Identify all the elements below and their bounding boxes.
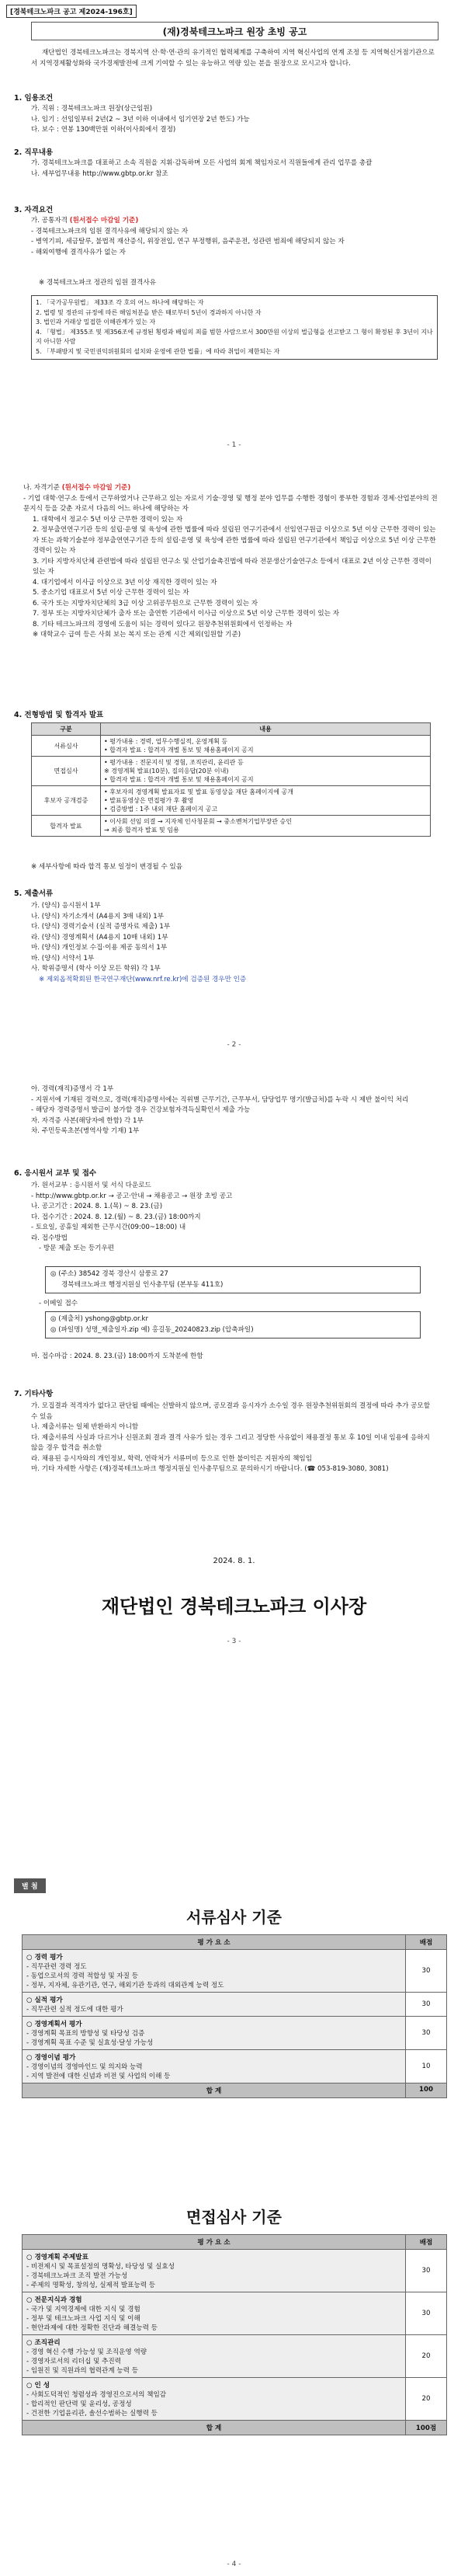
deadline-line: 마. 접수마감 : 2024. 8. 23.(금) 18:00까지 도착분에 한함 (31, 1352, 203, 1360)
notice-number: [경북테크노파크 공고 제2024-196호] (6, 5, 137, 18)
criteria-cell (23, 1993, 406, 2017)
table-row (32, 816, 431, 837)
content-cell (101, 757, 431, 786)
criteria-line: - 경북테크노파크 조직 발전 가능성 (26, 2272, 128, 2280)
selection-table (31, 722, 431, 837)
document-review-title: 서류심사 기준 (186, 1908, 282, 1927)
points-cell: 30 (406, 2292, 447, 2335)
table-row (23, 2421, 447, 2435)
list-item: 자. 자격증 사본(해당자에 한함) 각 1부 (31, 1116, 144, 1125)
list-item: 6. 국가 또는 지방자치단체의 3급 이상 고위공무원으로 근무한 경력이 있는 자 (33, 599, 258, 607)
criteria-title: ○ 경영계획 주제발표 (26, 2254, 88, 2261)
criteria-cell (23, 2017, 406, 2050)
section-3-common (31, 216, 435, 258)
criteria-line: - 사회도덕적인 청렴성과 경영진으로서의 책임감 (26, 2391, 167, 2399)
list-item: 가. 직위 : 경북테크노파크 원장(상근임원) (31, 105, 153, 113)
list-item: 1. 「국가공무원법」 제33조 각 호의 어느 하나에 해당하는 자 (36, 299, 204, 306)
cell-line: • 후보자의 경영계획 발표자료 및 발표 동영상을 재단 홈페이지에 공개 (104, 788, 293, 795)
list-item: 3. 법인과 거래상 밀접한 이해관계가 있는 자 (36, 319, 156, 325)
list-item: - 경북테크노파크의 임원 결격사유에 해당되지 않는 자 (31, 227, 189, 235)
criteria-line: - 직무관련 실적 정도에 대한 평가 (26, 2006, 123, 2014)
criteria-line: - 직무관련 경력 정도 (26, 1963, 87, 1971)
page-title: (재)경북테크노파크 원장 초빙 공고 (31, 22, 439, 40)
attachment-tag: 별 첨 (14, 1878, 46, 1893)
list-item: 다. 제출서류의 사실과 다르거나 신원조회 결과 결격 사유가 있는 경우 그리고 정당한 사유없이 채용결정 통보 후 10일 이내 임용에 응하지 않을 경우 합격을 취소함 (31, 1433, 430, 1452)
list-item: - 해당자 경력증명서 발급이 불가할 경우 건강보험자격득실확인서 제출 가능 (31, 1106, 251, 1114)
stage-cell: 면접심사 (32, 757, 101, 786)
stage-cell: 후보자 공개검증 (32, 786, 101, 816)
table-row (23, 2292, 447, 2335)
criteria-cell (23, 2335, 406, 2378)
table-row (23, 1950, 447, 1993)
table-row (23, 1993, 447, 2017)
total-points: 100 (406, 2083, 447, 2098)
list-item: - 지원서에 기재된 경력으로, 경력(재직)증명서에는 직위별 근무기간, 근무부서, 담당업무 명기(발급처)를 누락 시 제반 불이익 처리 (31, 1095, 409, 1104)
list-item: 2. 정부출연연구기관 등의 설립·운영 및 육성에 관한 법률에 따라 설립된 연구기관에서 선임연구원급 이상으로 5년 이상 근무한 경력이 있는 자 또는 과학기술분야 정부출연연구기관 등의 설립·운영 및 육성에 관한 법률에 따라 설립된 연구기관에서 책임급 이상으로 5년 이상 근무한 경력이 있는 자 (33, 526, 436, 555)
section-3b (23, 483, 439, 641)
list-item: 나. (양식) 자기소개서 (A4용지 3매 내외) 1부 (31, 912, 165, 921)
cell-line: • 발표동영상은 면접평가 후 촬영 (104, 797, 194, 804)
table-row (23, 2378, 447, 2421)
table-row (23, 2050, 447, 2083)
points-cell: 20 (406, 2335, 447, 2378)
list-item: 5. 중소기업 대표로서 5년 이상 근무한 경력이 있는 자 (33, 589, 189, 597)
column-header: 구분 (32, 723, 101, 736)
list-item: 라. 채용된 응시자와의 개인정보, 학력, 연락처가 서류미비 등으로 인한 불이익은 지원자의 책임임 (31, 1454, 313, 1463)
criteria-line: - 경영이념의 경영마인드 및 의지와 능력 (26, 2063, 143, 2071)
email-line: ◎ (제출처) yshong@gbtp.or.kr (50, 1315, 149, 1323)
section-7-list (31, 1401, 436, 1475)
list-item: 3. 기타 지방자치단체 관련법에 따라 설립된 연구소 및 산업기술촉진법에 따라 전문생산기술연구소 등에서 대표로 2년 이상 근무한 경력이 있는 자 (33, 557, 432, 576)
content-cell (101, 786, 431, 816)
criteria-cell (23, 2292, 406, 2335)
criteria-line: - 주제의 명확성, 창의성, 실제적 발표능력 등 (26, 2282, 156, 2289)
list-item: 가. 모집결과 적격자가 없다고 판단될 때에는 선발하지 않으며, 공모결과 응시자가 소수일 경우 원장추천위원회의 결정에 따라 추가 공모할 수 있음 (31, 1402, 431, 1421)
column-header: 내용 (101, 723, 431, 736)
list-item: 다. 접수기간 : 2024. 8. 12.(월) ~ 8. 23.(금) 18:00까지 (31, 1213, 201, 1221)
list-item: 나. 임기 : 선임일부터 2년(2 ~ 3년 이하 이내에서 임기연장 2년 한도) 가능 (31, 115, 250, 124)
list-item: 나. 세부업무내용 http://www.gbtp.or.kr 참조 (31, 169, 168, 178)
stage-cell: 서류심사 (32, 736, 101, 757)
criteria-line: - 국가 및 지역경제에 대한 지식 및 경험 (26, 2306, 140, 2313)
section-2-heading: 2. 직무내용 (14, 148, 54, 157)
list-item: 8. 기타 테크노파크의 경영에 도움이 되는 경력이 있다고 원장추천위원회에서 인정하는 자 (33, 620, 293, 628)
points-cell: 30 (406, 1950, 447, 1993)
criteria-title: ○ 경력 평가 (26, 1954, 63, 1962)
list-item: 4. 대기업에서 이사급 이상으로 3년 이상 재직한 경력이 있는 자 (33, 578, 217, 587)
criteria-cell (23, 1950, 406, 1993)
page-number: - 3 - (227, 1638, 241, 1645)
content-cell (101, 816, 431, 837)
interview-review-title: 면접심사 기준 (186, 2208, 282, 2226)
section-5b-list (31, 1084, 435, 1137)
criteria-cell (23, 2050, 406, 2083)
column-header: 배점 (406, 2235, 447, 2250)
section-1-list (31, 104, 435, 136)
list-item: 나. 공고기간 : 2024. 8. 1.(목) ~ 8. 23.(금) (31, 1203, 163, 1210)
cell-line: • 평가내용 : 전문지식 및 경험, 조직관리, 윤리관 등 (104, 759, 244, 766)
criteria-title: ○ 경영계획서 평가 (26, 2021, 82, 2028)
column-header: 평 가 요 소 (23, 1935, 406, 1950)
criteria-line: - 임원진 및 직원과의 협력관계 능력 등 (26, 2367, 139, 2375)
common-label: 가. 공통자격 (31, 217, 68, 225)
criteria-line: - 지역 발전에 대한 신념과 비전 및 사업의 이해 등 (26, 2073, 171, 2080)
list-item: 바. (양식) 서약서 1부 (31, 954, 95, 963)
column-header: 평 가 요 소 (23, 2235, 406, 2250)
list-item: 7. 정부 또는 지방자치단체가 출자 또는 출연한 기관에서 이사급 이상으로 5년 이상 근무한 경력이 있는 자 (33, 610, 340, 618)
list-item: 가. 원서교부 : 응시원서 및 서식 다운로드 (31, 1182, 151, 1189)
criteria-title: ○ 경영이념 평가 (26, 2054, 76, 2062)
page-number: - 2 - (227, 1041, 241, 1049)
list-item: 5. 「부패방지 및 국민권익위원회의 설치와 운영에 관한 법률」에 따라 취업이 제한되는 자 (36, 347, 280, 355)
table-row (23, 2250, 447, 2292)
criteria-title: ○ 인 성 (26, 2382, 50, 2390)
table-row (23, 2083, 447, 2098)
content-cell (101, 736, 431, 757)
total-label: 합 계 (23, 2083, 406, 2098)
list-item: 가. (양식) 응시원서 1부 (31, 902, 101, 910)
deadline-note: (원서접수 마감일 기준) (61, 484, 131, 492)
list-item: 2. 법령 및 정관의 규정에 따른 해임처분을 받은 때로부터 5년이 경과하지 아니한 자 (36, 308, 262, 316)
cell-line: ※ 경영계획 발표(10분), 질의응답(20분 이내) (104, 768, 229, 775)
list-item: 마. (양식) 개인정보 수집·이용 제공 동의서 1부 (31, 944, 168, 952)
section-2-list (31, 158, 435, 179)
email-box (45, 1311, 421, 1338)
cell-line: • 평가내용 : 경력, 업무수행실적, 운영계획 등 (104, 738, 228, 745)
criteria-line: - 경영계획 목표의 방향성 및 타당성 검증 (26, 2030, 145, 2038)
criteria-line: - 동업으로서의 경력 적합성 및 자질 등 (26, 1972, 139, 1980)
table-row (23, 2017, 447, 2050)
issue-date: 2024. 8. 1. (213, 1557, 255, 1565)
section-5-list (31, 901, 435, 985)
page-number: - 1 - (227, 441, 241, 449)
list-item: - 병역기피, 세금탈루, 불법적 재산증식, 위장전입, 연구 부정행위, 음주운전, 성관련 범죄에 해당되지 않는 자 (31, 238, 345, 245)
interview-review-table (22, 2234, 447, 2435)
points-cell: 30 (406, 1993, 447, 2017)
criteria-line: - 비전제시 및 목표설정의 명확성, 타당성 및 실효성 (26, 2263, 175, 2271)
cell-line: • 합격자 발표 : 합격자 개별 통보 및 채용홈페이지 공지 (104, 776, 254, 783)
total-points: 100점 (406, 2421, 447, 2435)
website-link[interactable]: - http://www.gbtp.or.kr → 공고·안내 → 채용공고 → 원장 초빙 공고 (31, 1192, 233, 1200)
points-cell: 30 (406, 2017, 447, 2050)
cell-line: → 최종 합격자 발표 및 임용 (104, 827, 179, 834)
list-item: 가. 경북테크노파크를 대표하고 소속 직원을 지휘·감독하며 모든 사업의 회계 책임자로서 직원들에게 관리 업무를 총괄 (31, 159, 373, 167)
criteria-line: - 경영자로서의 리더십 및 추진력 (26, 2358, 121, 2365)
email-label: - 이메일 접수 (39, 1300, 78, 1307)
criteria-intro: - 기업 대학·연구소 등에서 근무하였거나 근무하고 있는 자로서 기술·경영 및 행정 분야 업무를 수행한 경험이 풍부한 경험과 경제·산업분야의 전문지식 등을 갖춘 자로서 다음의 어느 하나에 해당하는 자 (23, 494, 438, 513)
list-item: 차. 주민등록초본(병역사항 기재) 1부 (31, 1127, 140, 1135)
section-4-heading: 4. 전형방법 및 합격자 발표 (14, 711, 104, 719)
points-cell: 20 (406, 2378, 447, 2421)
list-item: 1. 대학에서 정교수 5년 이상 근무한 경력이 있는 자 (33, 515, 183, 524)
criteria-line: - 정부 및 테크노파크 사업 지식 및 이해 (26, 2315, 140, 2323)
list-item: 사. 학위증명서 (학사 이상 모든 학위) 각 1부 (31, 965, 161, 973)
section-6-list (31, 1181, 435, 1255)
page-number: - 4 - (227, 2560, 241, 2568)
list-item: 4. 「형법」 제355조 및 제356조에 규정된 횡령과 배임의 죄를 범한 사람으로서 300만원 이상의 벌금형을 선고받고 그 형이 확정된 후 3년이 지나지 아니한 사람 (36, 328, 433, 345)
section-5-heading: 5. 제출서류 (14, 889, 54, 898)
email-line: ◎ (파일명) 성명_제출일자.zip 예) 홍길동_20240823.zip (압축파일) (50, 1325, 254, 1334)
disqualification-box (31, 295, 438, 360)
points-cell: 30 (406, 2250, 447, 2292)
deadline-note: (원서접수 마감일 기준) (69, 217, 139, 225)
criteria-cell (23, 2378, 406, 2421)
criteria-line: - 경영 혁신 수행 가능성 및 조직운영 역량 (26, 2348, 147, 2356)
document-review-table (22, 1934, 447, 2098)
mail-address-box (45, 1266, 421, 1293)
criteria-cell (23, 2250, 406, 2292)
section-7-heading: 7. 기타사항 (14, 1390, 54, 1398)
list-item: - 해외여행에 결격사유가 없는 자 (31, 248, 126, 256)
list-item: 라. 접수방법 (31, 1234, 68, 1242)
address-line: 경북테크노파크 행정지원실 인사총무팀 (본부동 411호) (61, 1280, 224, 1289)
section-3-heading: 3. 자격요건 (14, 206, 54, 214)
intro-paragraph: 재단법인 경북테크노파크는 경북지역 산·학·연·관의 유기적인 협력체계를 구축하여 지역 혁신사업의 연계 조정 등 지역혁신거점기관으로서 지역경제활성화와 국가경제발전에 크게 기여할 수 있는 유능하고 역량 있는 분을 원장으로 모시고자 합니다. (31, 49, 435, 68)
cell-line: • 검증방법 : 1주 내외 재단 홈페이지 공고 (104, 806, 218, 813)
list-item: 다. (양식) 경력기술서 (실적 증명자료 제출) 1부 (31, 923, 171, 931)
table-row (32, 736, 431, 757)
disqualification-heading: ※ 경북테크노파크 정관의 임원 결격사유 (39, 279, 156, 287)
list-item: 다. 보수 : 연봉 130백만원 이하(이사회에서 결정) (31, 126, 176, 134)
footnote: ※ 세부사항에 따라 합격 통보 일정이 변경될 수 있음 (31, 863, 183, 871)
criteria-line: - 정부, 지자체, 유관기관, 연구, 해외기관 등과의 대외관계 능력 정도 (26, 1982, 224, 1989)
issuer-signature: 재단법인 경북테크노파크 이사장 (101, 1596, 367, 1617)
criteria-title: ○ 전문지식과 경험 (26, 2296, 82, 2304)
list-item: 라. (양식) 경영계획서 (A4용지 10매 내외) 1부 (31, 933, 168, 942)
section-1-heading: 1. 임용조건 (14, 94, 54, 103)
criteria-line: - 합리적인 판단력 및 윤리성, 공정성 (26, 2400, 132, 2408)
table-row (23, 2335, 447, 2378)
list-item: - 토요일, 공휴일 제외한 근무시간(09:00~18:00) 내 (31, 1224, 186, 1231)
criteria-title: ○ 실적 평가 (26, 1996, 63, 2004)
stage-cell: 합격자 발표 (32, 816, 101, 837)
points-cell: 10 (406, 2050, 447, 2083)
criteria-label: 나. 자격기준 (23, 484, 60, 492)
table-row (32, 757, 431, 786)
list-item: - 방문 제출 또는 등기우편 (39, 1244, 115, 1252)
column-header: 배점 (406, 1935, 447, 1950)
total-label: 합 계 (23, 2421, 406, 2435)
criteria-line: - 건전한 기업윤리관, 솔선수범하는 실행력 등 (26, 2410, 158, 2418)
list-item: 아. 경력(재직)증명서 각 1부 (31, 1085, 114, 1093)
list-item: 나. 제출서류는 일체 반환하지 아니함 (31, 1423, 139, 1431)
cell-line: • 합격자 발표 : 합격자 개별 통보 및 채용홈페이지 공지 (104, 747, 254, 754)
criteria-line: - 경영계획 목표 수준 및 실효성·달성 가능성 (26, 2039, 154, 2047)
table-row (32, 786, 431, 816)
address-line: ◎ (주소) 38542 경북 경산시 삼풍로 27 (50, 1270, 168, 1278)
footnote: ※ 대학교수 급여 등은 사회 보는 복지 또는 관계 시간 제외(임원할 기준) (33, 631, 241, 639)
cell-line: • 이사회 선임 의결 → 지자체 인사청문회 → 중소벤처기업부장관 승인 (104, 818, 292, 825)
list-item: 마. 기타 자세한 사항은 (재)경북테크노파크 행정지원실 인사총무팀으로 문의하시기 바랍니다. (☎ 053-819-3080, 3081) (31, 1465, 389, 1473)
criteria-line: - 현안과제에 대한 정확한 진단과 해결능력 등 (26, 2324, 158, 2332)
criteria-title: ○ 조직관리 (26, 2339, 61, 2347)
section-6-heading: 6. 응시원서 교부 및 접수 (14, 1169, 97, 1178)
verification-note: ※ 제외옵적확회된 한국연구재단(www.nrf.re.kr)에 검증된 경우만 인증 (39, 975, 247, 983)
